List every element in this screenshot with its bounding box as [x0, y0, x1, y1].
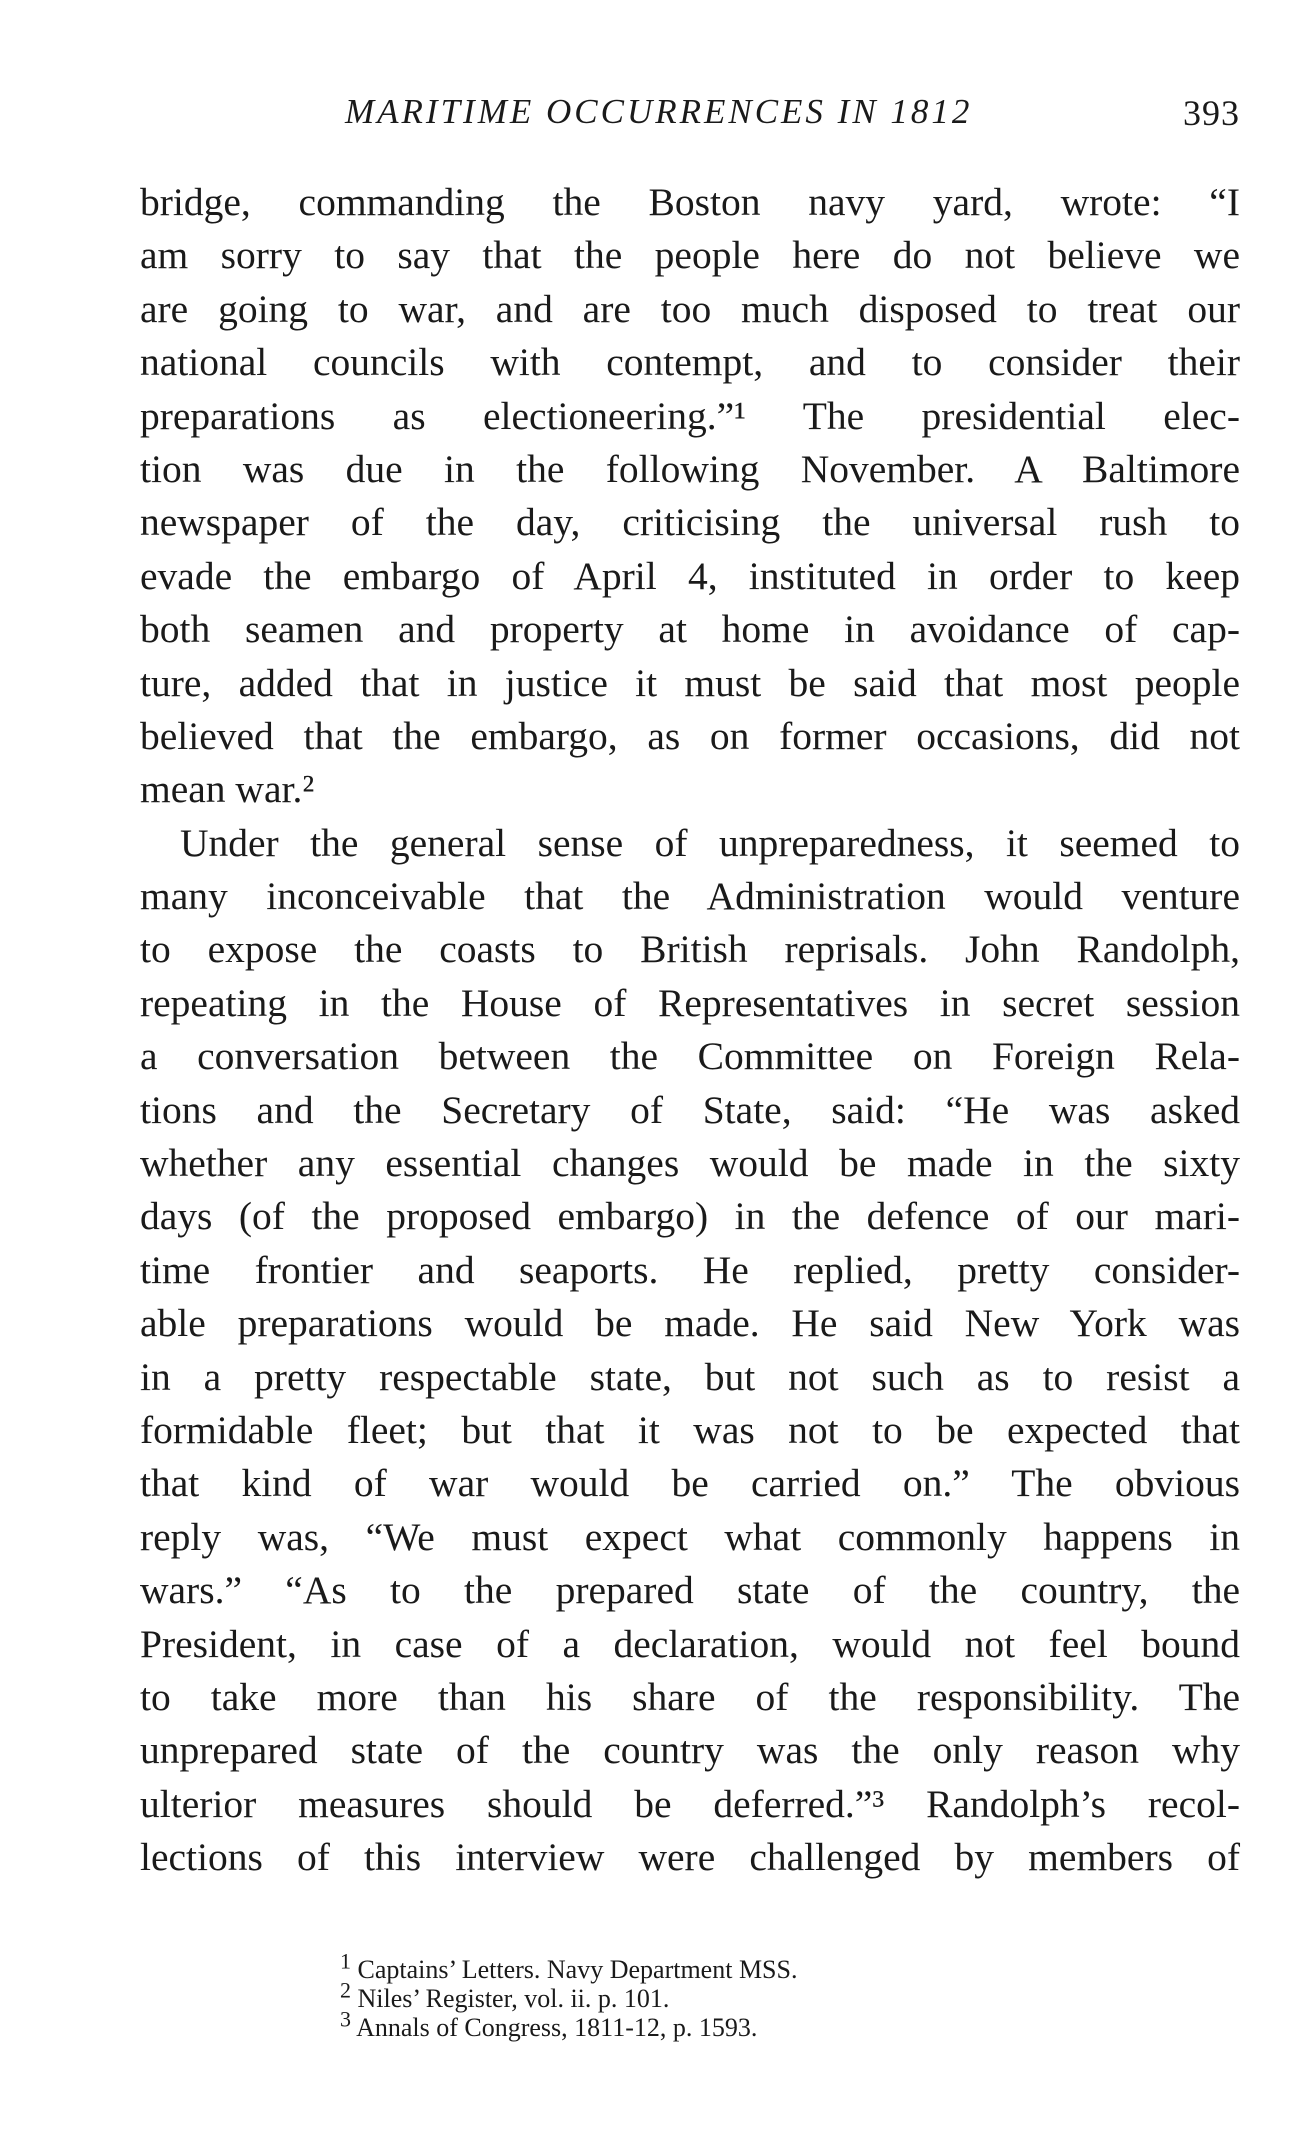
text-line: many inconceivable that the Administration would venture: [140, 874, 1240, 919]
footnote: [340, 2006, 1140, 2042]
text-line: a conversation between the Committee on Foreign Rela-: [140, 1034, 1240, 1079]
text-line: bridge, commanding the Boston navy yard, wrote: “I: [140, 180, 1240, 224]
text-line: formidable fleet; but that it was not to be expected that: [140, 1407, 1240, 1452]
text-line: to take more than his share of the responsibility. The: [140, 1674, 1240, 1719]
footnote: [340, 1948, 1140, 1984]
text-line: believed that the embargo, as on former occasions, did not: [140, 713, 1240, 758]
text-line: evade the embargo of April 4, instituted in order to keep: [140, 553, 1240, 598]
footnote-text: Captains’ Letters. Navy Department MSS.: [357, 1955, 798, 1984]
text-line: are going to war, and are too much disposed to treat our: [140, 286, 1240, 331]
running-head: [140, 92, 1240, 142]
footnotes: [340, 1948, 1140, 2042]
text-line: tion was due in the following November. A Baltimore: [140, 446, 1240, 491]
text-line: Under the general sense of unpreparedness, it seemed to: [180, 820, 1240, 865]
text-line: able preparations would be made. He said New York was: [140, 1301, 1240, 1346]
text-line: newspaper of the day, criticising the universal rush to: [140, 500, 1240, 545]
text-line: unprepared state of the country was the only reason why: [140, 1728, 1240, 1773]
running-title: MARITIME OCCURRENCES IN 1812: [345, 92, 973, 131]
text-line: tions and the Secretary of State, said: “He was asked: [140, 1087, 1240, 1132]
text-line: days (of the proposed embargo) in the defence of our mari-: [140, 1194, 1240, 1239]
text-line: that kind of war would be carried on.” The obvious: [140, 1461, 1240, 1506]
text-line: preparations as electioneering.”¹ The presidential elec-: [140, 393, 1240, 438]
text-line: reply was, “We must expect what commonly happens in: [140, 1514, 1240, 1559]
text-line: to expose the coasts to British reprisals. John Randolph,: [140, 927, 1240, 972]
footnote-text: Niles’ Register, vol. ii. p. 101.: [357, 1984, 670, 2013]
page-number: 393: [1183, 93, 1240, 133]
footnote-mark: 3: [340, 2006, 351, 2032]
text-line: national councils with contempt, and to consider their: [140, 340, 1240, 385]
text-line: mean war.²: [140, 767, 315, 812]
text-line: whether any essential changes would be made in the sixty: [140, 1141, 1240, 1186]
text-line: President, in case of a declaration, would not feel bound: [140, 1621, 1240, 1666]
text-line: repeating in the House of Representatives in secret session: [140, 980, 1240, 1025]
body-text: [140, 176, 1240, 1885]
text-line: ture, added that in justice it must be said that most people: [140, 660, 1240, 705]
text-line: ulterior measures should be deferred.”³ Randolph’s recol-: [140, 1781, 1240, 1826]
footnote-text: Annals of Congress, 1811-12, p. 1593.: [356, 2013, 758, 2042]
text-line: lections of this interview were challenged by members of: [140, 1835, 1240, 1880]
text-line: am sorry to say that the people here do not believe we: [140, 233, 1240, 278]
footnote-mark: 2: [340, 1977, 351, 2003]
text-line: both seamen and property at home in avoidance of cap-: [140, 607, 1240, 652]
footnote: [340, 1977, 1140, 2013]
footnote-mark: 1: [340, 1948, 351, 1974]
text-line: in a pretty respectable state, but not such as to resist a: [140, 1354, 1240, 1399]
text-line: wars.” “As to the prepared state of the country, the: [140, 1568, 1240, 1613]
text-line: time frontier and seaports. He replied, pretty consider-: [140, 1247, 1240, 1292]
